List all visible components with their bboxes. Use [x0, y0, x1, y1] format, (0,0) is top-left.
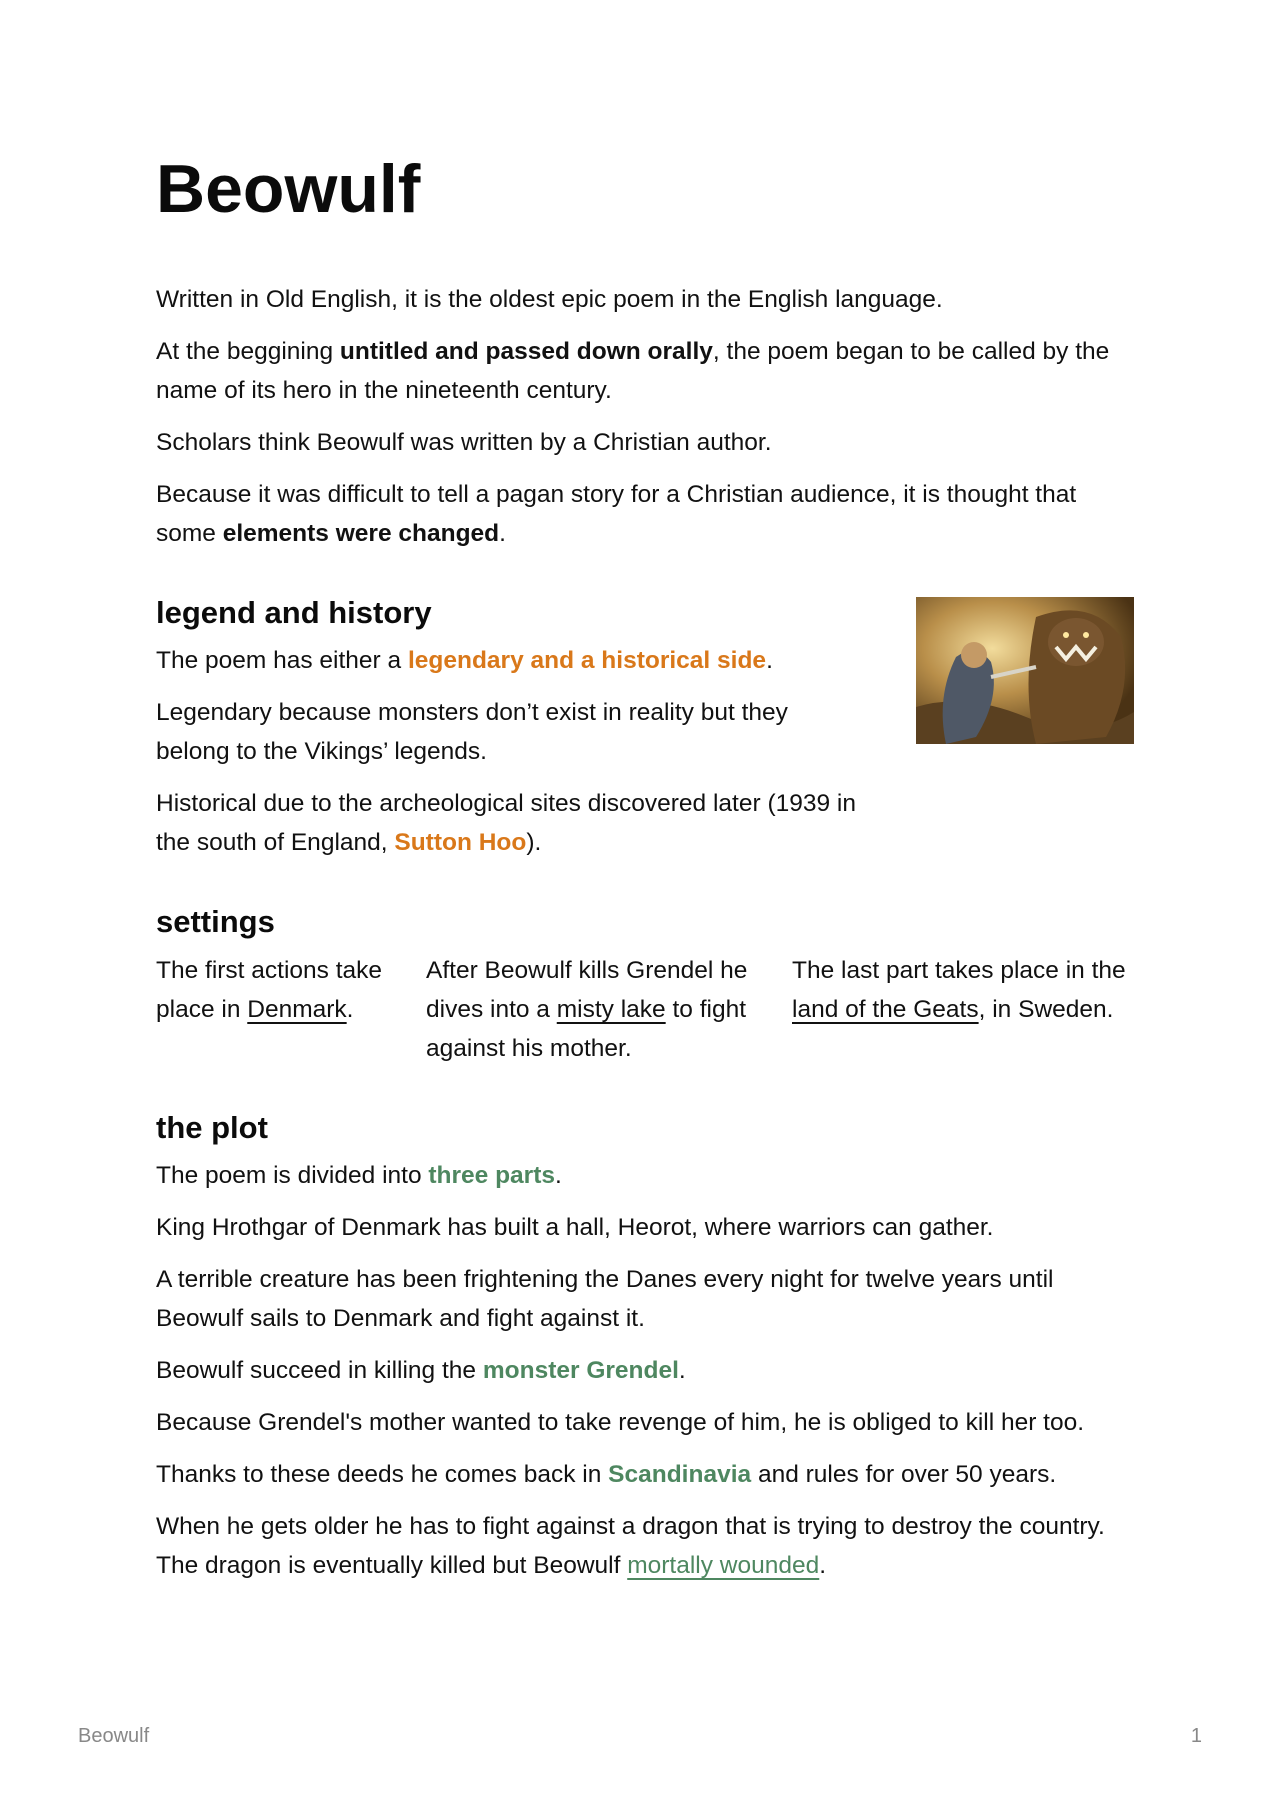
- section-heading-legend: legend and history: [156, 595, 432, 631]
- page-number: 1: [1190, 1725, 1202, 1747]
- text-span: Thanks to these deeds he comes back in: [156, 1461, 609, 1489]
- plot-paragraph-6: [156, 1455, 1134, 1494]
- legend-section: [156, 593, 1134, 862]
- bold-text: elements were changed: [222, 520, 500, 548]
- plot-paragraph-7: [156, 1507, 1134, 1585]
- settings-text: [156, 951, 426, 1029]
- plot-paragraph-2: King Hrothgar of Denmark has built a hall, Heorot, where warriors can gather.: [156, 1214, 994, 1242]
- text-span: .: [499, 520, 506, 548]
- settings-text: [792, 951, 1134, 1029]
- text-span: After Beowulf kills Grendel he dives into a: [426, 956, 748, 1023]
- text-span: The poem has either a: [156, 647, 408, 675]
- text-span: Historical due to the archeological sites discovered later (1939 in the south of England,: [156, 790, 856, 857]
- intro-paragraph-1: Written in Old English, it is the oldest epic poem in the English language.: [156, 286, 943, 314]
- text-span: .: [678, 1357, 686, 1385]
- highlight-text: Sutton Hoo: [394, 829, 527, 857]
- section-heading-settings: settings: [156, 904, 275, 940]
- text-span: .: [766, 647, 773, 675]
- settings-text: [426, 951, 792, 1068]
- text-span: Because it was difficult to tell a pagan story for a Christian audience, it is thought that some: [156, 481, 1077, 548]
- text-span: The poem is divided into: [156, 1162, 429, 1190]
- intro-paragraph-3: Scholars think Beowulf was written by a Christian author.: [156, 429, 772, 457]
- text-span: .: [819, 1552, 827, 1580]
- highlight-text: legendary and a historical side: [407, 647, 767, 675]
- plot-paragraph-1: [156, 1156, 1134, 1195]
- legend-paragraph-2: Legendary because monsters don’t exist in reality but they belong to the Vikings’ legends.: [156, 699, 788, 766]
- underlined-text: misty lake: [556, 995, 666, 1023]
- footer-title: Beowulf: [78, 1725, 150, 1747]
- settings-column-2: [426, 951, 792, 1068]
- text-span: , in Sweden.: [978, 995, 1114, 1023]
- legend-paragraph-1: [156, 641, 856, 680]
- text-span: to fight against his mother.: [426, 995, 747, 1062]
- intro-paragraph-2: [156, 332, 1134, 410]
- section-heading-plot: the plot: [156, 1109, 268, 1145]
- plot-paragraph-4: [156, 1351, 1134, 1390]
- settings-column-3: [792, 951, 1134, 1068]
- settings-column-1: [156, 951, 426, 1068]
- text-span: The first actions take place in: [156, 956, 383, 1023]
- text-span: At the beggining: [156, 338, 340, 366]
- settings-section: [156, 902, 1134, 1067]
- text-span: When he gets older he has to fight against a dragon that is trying to destroy the country. The dragon is eventually killed but Beowulf: [156, 1513, 1105, 1580]
- highlight-text: Scandinavia: [608, 1461, 752, 1489]
- text-span: The last part takes place in the: [792, 956, 1126, 984]
- highlight-text: three parts: [428, 1162, 556, 1190]
- page-title: Beowulf: [156, 151, 421, 227]
- plot-section: [156, 1108, 1134, 1585]
- legend-text: [156, 593, 856, 862]
- intro-paragraph-4: [156, 475, 1134, 553]
- text-span: .: [555, 1162, 562, 1190]
- legend-paragraph-3: [156, 784, 856, 862]
- beowulf-grendel-illustration: [916, 597, 1134, 744]
- settings-columns: [156, 951, 1134, 1068]
- underlined-text: land of the Geats: [792, 995, 979, 1023]
- bold-text: untitled and passed down orally: [339, 338, 713, 366]
- document-content: [156, 150, 1134, 1598]
- text-span: and rules for over 50 years.: [751, 1461, 1057, 1489]
- plot-paragraph-5: Because Grendel's mother wanted to take revenge of him, he is obliged to kill her too.: [156, 1409, 1085, 1437]
- highlight-text: monster Grendel: [482, 1357, 679, 1385]
- text-span: , the poem began to be called by the name of its hero in the nineteenth century.: [156, 338, 1110, 405]
- text-span: .: [346, 995, 354, 1023]
- plot-paragraph-3: A terrible creature has been frightening the Danes every night for twelve years until Beowulf sails to Denmark and fight against it.: [156, 1266, 1054, 1333]
- underlined-text: Denmark: [247, 995, 347, 1023]
- text-span: Beowulf succeed in killing the: [156, 1357, 483, 1385]
- text-span: ).: [526, 829, 542, 857]
- underlined-highlight-text: mortally wounded: [627, 1552, 820, 1580]
